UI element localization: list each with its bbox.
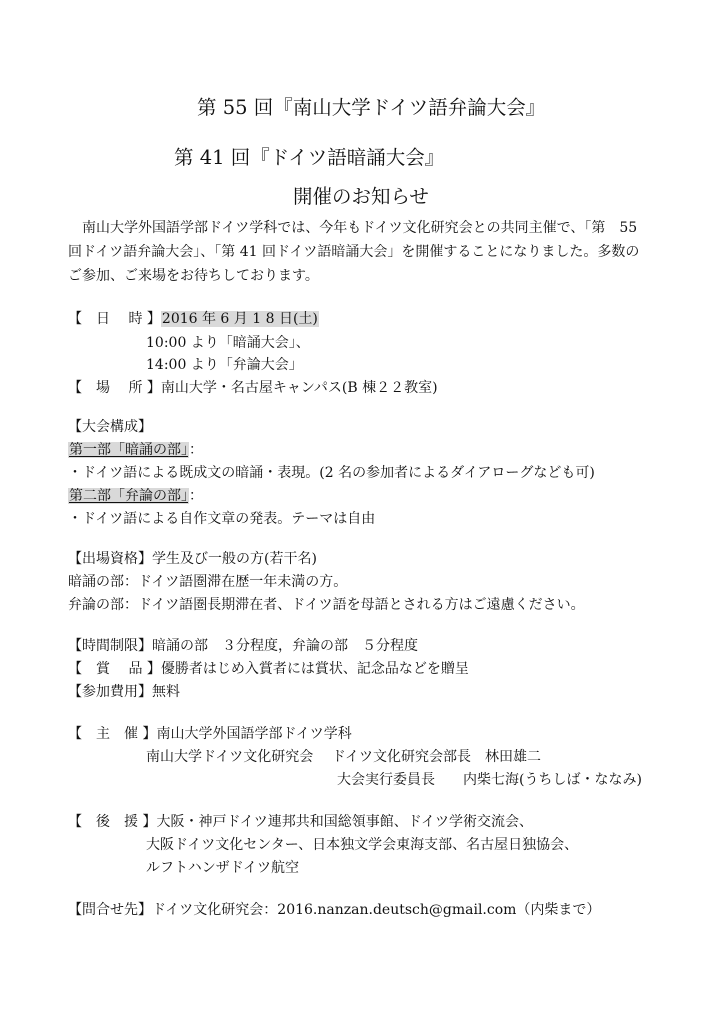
eligibility-line-1: 【出場資格】学生及び一般の方(若干名): [68, 551, 317, 567]
participation-fee: 【参加費用】無料: [68, 684, 180, 700]
recitation-start-time: 10:00 より「暗誦大会」、: [146, 335, 310, 351]
organizer-line-2: 南山大学ドイツ文化研究会 ドイツ文化研究会部長 林田雄二: [146, 749, 542, 765]
title-announcement: 開催のお知らせ: [293, 185, 429, 208]
intro-line-3: ご参加、ご来場をお待ちしております。: [68, 268, 319, 284]
contact-line: 【問合せ先】ドイツ文化研究会：2016.nanzan.deutsch@gmail.com（内柴まで）: [68, 902, 601, 918]
organizer-line-1: 南山大学外国語学部ドイツ学科: [156, 726, 352, 742]
datetime-row: [68, 312, 319, 326]
prize: 【 賞 品 】優勝者はじめ入賞者には賞状、記念品などを贈呈: [68, 661, 469, 677]
venue-label: 【 場 所 】: [68, 380, 161, 396]
eligibility-line-3: 弁論の部：ドイツ語圏長期滞在者、ドイツ語を母語とされる方はご遠慮ください。: [68, 597, 585, 613]
eligibility-line-2: 暗誦の部：ドイツ語圏滞在歴一年未満の方。: [68, 574, 348, 590]
structure-header: 【大会構成】: [68, 419, 152, 435]
part2-title: 第二部「弁論の部」: [69, 488, 188, 504]
part1-heading: [68, 443, 203, 457]
datetime-label: 【 日 時 】: [68, 311, 161, 327]
support-line-1: 大阪・神戸ドイツ連邦共和国総領事館、ドイツ学術交流会、: [156, 814, 534, 830]
part2-colon: ：: [189, 488, 203, 504]
organizer-row: [68, 727, 352, 741]
title-speech-contest: 第 55 回『南山大学ドイツ語弁論大会』: [197, 96, 546, 119]
support-row: [68, 815, 533, 829]
intro-line-1: 南山大学外国語学部ドイツ学科では、今年もドイツ文化研究会との共同主催で、「第 55: [68, 220, 638, 236]
intro-line-2: 回ドイツ語弁論大会」、「第 41 回ドイツ語暗誦大会」を開催することになりました。多数の: [68, 244, 640, 260]
venue-value: 南山大学・名古屋キャンパス(B 棟２２教室): [160, 380, 438, 396]
part1-description: ・ドイツ語による既成文の暗誦・表現。(2 名の参加者によるダイアローグなども可): [68, 465, 595, 481]
title-recitation-contest: 第 41 回『ドイツ語暗誦大会』: [174, 146, 445, 169]
venue-row: [68, 381, 438, 395]
event-date: 2016 年 6 月 1 8 日(土): [161, 311, 318, 327]
support-line-3: ルフトハンザドイツ航空: [146, 860, 300, 876]
part2-description: ・ドイツ語による自作文章の発表。テーマは自由: [68, 511, 376, 527]
organizer-line-3: 大会実行委員長 内柴七海(うちしば・ななみ): [337, 772, 642, 788]
speech-start-time: 14:00 より「弁論大会」: [146, 357, 303, 373]
support-label: 【 後 援 】: [68, 814, 157, 830]
support-line-2: 大阪ドイツ文化センター、日本独文学会東海支部、名古屋日独協会、: [146, 837, 579, 853]
part1-title: 第一部「暗誦の部」: [69, 442, 188, 458]
part1-colon: ：: [189, 442, 203, 458]
organizer-label: 【 主 催 】: [68, 726, 157, 742]
part2-heading: [68, 489, 203, 503]
time-limit: 【時間制限】暗誦の部 ３分程度，弁論の部 ５分程度: [68, 638, 418, 654]
